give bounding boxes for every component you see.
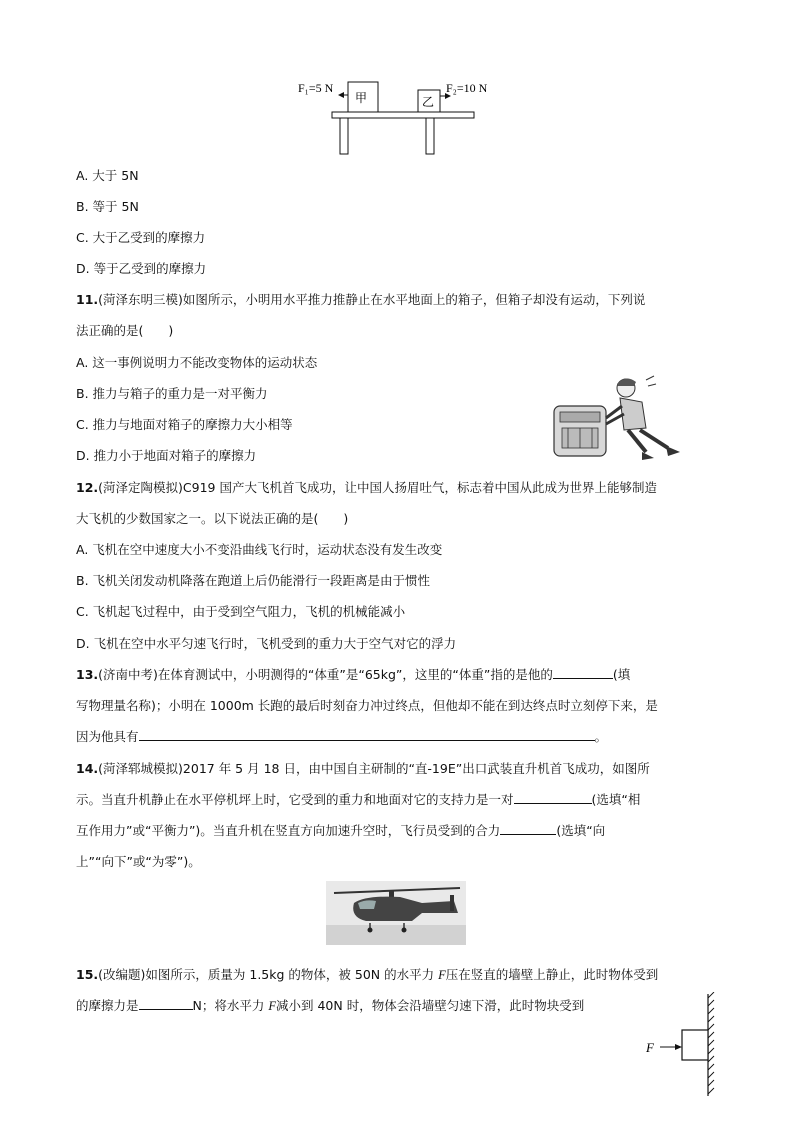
q12-option-d: D. 飞机在空中水平匀速飞行时，飞机受到的重力大于空气对它的浮力 xyxy=(76,636,457,651)
q10-option-c: C. 大于乙受到的摩擦力 xyxy=(76,230,206,245)
q11-stem-line1: 11.(菏泽东明三模)如图所示，小明用水平推力推静止在水平地面上的箱子，但箱子却没有运动，下列说 xyxy=(76,292,646,307)
q11-option-a: A. 这一事例说明力不能改变物体的运动状态 xyxy=(76,355,318,370)
boy-pushing-box-illustration xyxy=(550,372,690,464)
q15-stem-line2: 的摩擦力是 N；将水平力 F减小到 40N 时，物体会沿墙壁匀速下滑，此时物块受到 xyxy=(76,998,585,1013)
q13-blank-2[interactable] xyxy=(139,728,595,741)
q12-option-a: A. 飞机在空中速度大小不变沿曲线飞行时，运动状态没有发生改变 xyxy=(76,542,443,557)
q11-option-d: D. 推力小于地面对箱子的摩擦力 xyxy=(76,448,257,463)
q15-blank-1[interactable] xyxy=(139,997,193,1010)
q12-option-b: B. 飞机关闭发动机降落在跑道上后仍能滑行一段距离是由于惯性 xyxy=(76,573,431,588)
table-leg-left xyxy=(340,118,348,154)
tabletop xyxy=(332,112,474,118)
q13-stem-line2: 写物理量名称)；小明在 1000m 长跑的最后时刻奋力冲过终点，但他却不能在到达终点时立刻停下来，是 xyxy=(76,698,658,713)
block-yi-label: 乙 xyxy=(422,95,435,109)
q14-stem-line3: 互作用力”或“平衡力”)。当直升机在竖直方向加速升空时，飞行员受到的合力 (选填“向 xyxy=(76,823,606,838)
q14-stem-line1: 14.(菏泽郓城模拟)2017 年 5 月 18 日，由中国自主研制的“直-19E”出口武装直升机首飞成功，如图所 xyxy=(76,761,650,776)
q14-number: 14. xyxy=(76,761,99,776)
q11-stem-line2: 法正确的是( ) xyxy=(76,323,174,338)
q14-stem-line2: 示。当直升机静止在水平停机坪上时，它受到的重力和地面对它的支持力是一对 (选填“相 xyxy=(76,792,641,807)
block-jia-label: 甲 xyxy=(355,91,368,105)
q13-stem-line1: 13.(济南中考)在体育测试中，小明测得的“体重”是“65kg”，这里的“体重”指的是他的 (填 xyxy=(76,667,631,682)
force-arrow-head xyxy=(675,1044,682,1050)
q13-blank-1[interactable] xyxy=(553,666,613,679)
table-leg-right xyxy=(426,118,434,154)
force-f2-label: F₂=10 N xyxy=(446,81,488,95)
q13-stem-line3: 因为他具有 。 xyxy=(76,729,608,744)
q14-stem-line4: 上”“向下”或“为零”)。 xyxy=(76,854,201,869)
q11-option-c: C. 推力与地面对箱子的摩擦力大小相等 xyxy=(76,417,293,432)
wall-hatching xyxy=(708,992,714,1094)
helicopter-photo xyxy=(326,881,466,945)
q12-option-c: C. 飞机起飞过程中，由于受到空气阻力，飞机的机械能减小 xyxy=(76,604,406,619)
force-f-label: F xyxy=(646,1040,654,1055)
q10-option-b: B. 等于 5N xyxy=(76,199,139,214)
q12-stem-line1: 12.(菏泽定陶模拟)C919 国产大飞机首飞成功，让中国人扬眉吐气，标志着中国从此成为世界上能够制造 xyxy=(76,480,657,495)
q11-option-b: B. 推力与箱子的重力是一对平衡力 xyxy=(76,386,268,401)
block-on-wall xyxy=(682,1030,708,1060)
q15-number: 15. xyxy=(76,967,99,982)
q10-option-d: D. 等于乙受到的摩擦力 xyxy=(76,261,207,276)
q14-blank-2[interactable] xyxy=(500,822,556,835)
q13-number: 13. xyxy=(76,667,99,682)
q15-stem-line1: 15.(改编题)如图所示，质量为 1.5kg 的物体，被 50N 的水平力 F压在竖直的墙壁上静止，此时物体受到 xyxy=(76,967,659,982)
block-against-wall-figure xyxy=(640,992,720,1100)
q10-option-a: A. 大于 5N xyxy=(76,168,139,183)
table-blocks-figure xyxy=(296,74,506,158)
q14-blank-1[interactable] xyxy=(514,791,592,804)
q11-number: 11. xyxy=(76,292,99,307)
q12-stem-line2: 大飞机的少数国家之一。以下说法正确的是( ) xyxy=(76,511,349,526)
force-f1-label: F₁=5 N xyxy=(298,81,334,95)
q12-number: 12. xyxy=(76,480,99,495)
